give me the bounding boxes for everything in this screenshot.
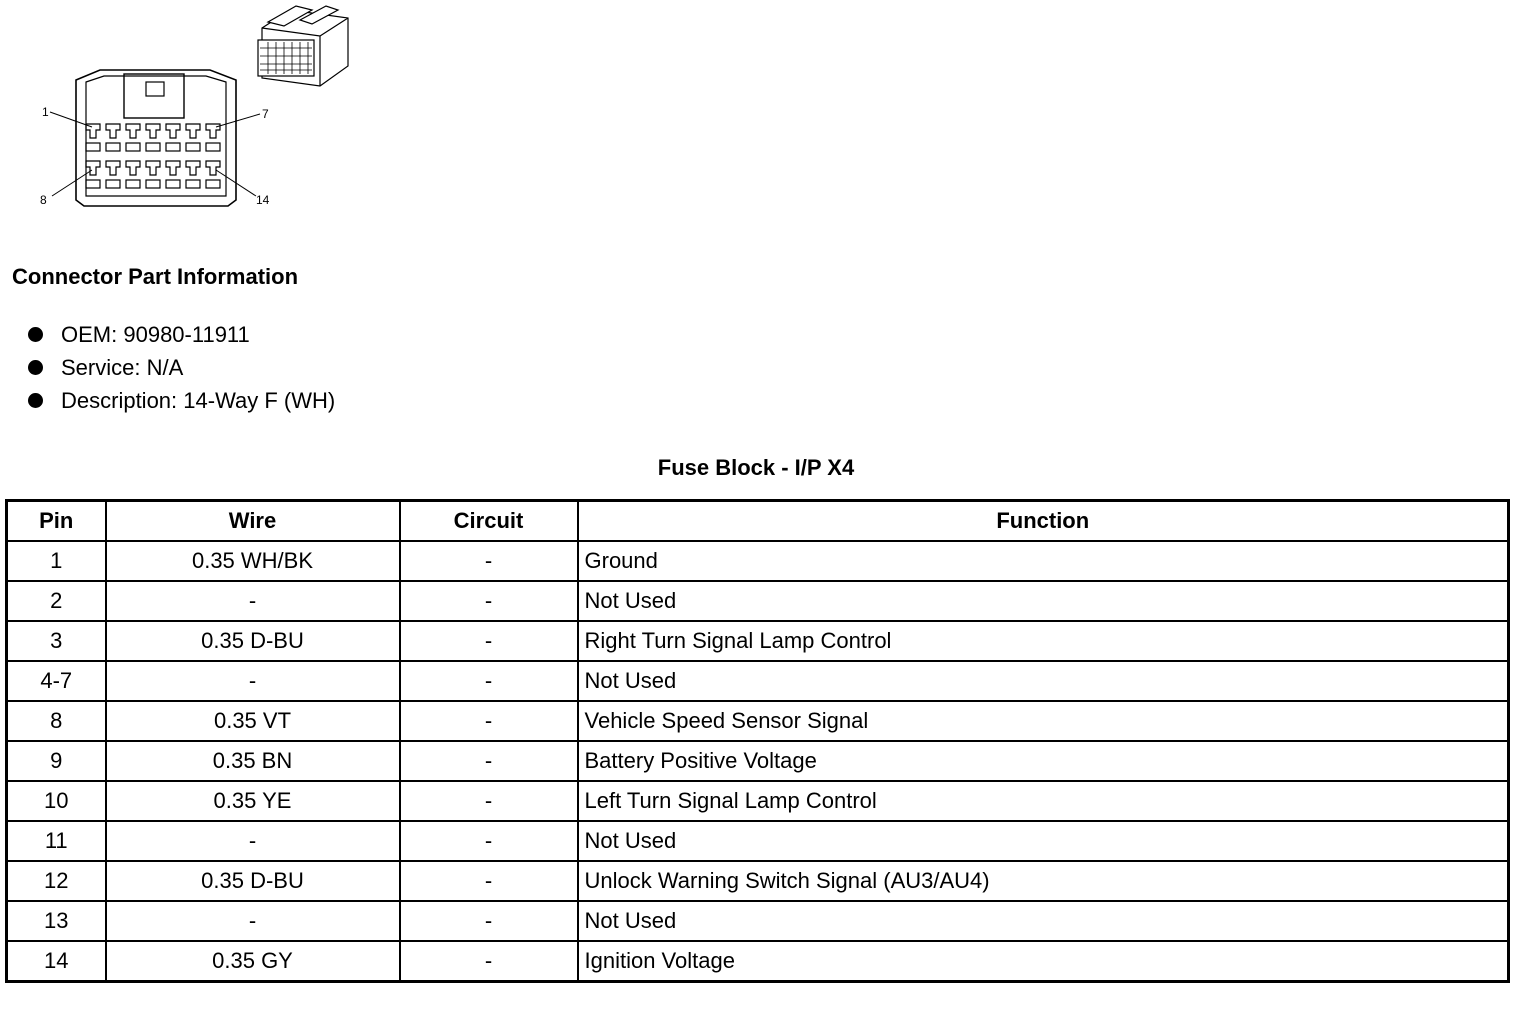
cell-function: Left Turn Signal Lamp Control [578, 781, 1509, 821]
table-row [7, 581, 1509, 621]
cell-function: Battery Positive Voltage [578, 741, 1509, 781]
pin-label-1: 1 [42, 105, 49, 119]
cell-pin: 3 [7, 621, 106, 661]
cell-circuit: - [400, 621, 578, 661]
cell-function: Vehicle Speed Sensor Signal [578, 701, 1509, 741]
cell-wire: - [106, 581, 400, 621]
cell-wire: 0.35 GY [106, 941, 400, 982]
table-row [7, 621, 1509, 661]
cell-circuit: - [400, 821, 578, 861]
cell-wire: 0.35 YE [106, 781, 400, 821]
part-info-title: Connector Part Information [12, 264, 299, 289]
cell-function: Ground [578, 541, 1509, 581]
description-value: 14-Way F (WH) [183, 388, 336, 413]
cell-wire: 0.35 VT [106, 701, 400, 741]
table-title: Fuse Block - I/P X4 [657, 455, 855, 480]
cell-pin: 1 [7, 541, 106, 581]
pinout-table [5, 499, 1510, 983]
table-row [7, 941, 1509, 982]
part-info-oem [28, 318, 335, 351]
cell-wire: 0.35 WH/BK [106, 541, 400, 581]
header-pin: Pin [7, 501, 106, 542]
cell-wire: 0.35 BN [106, 741, 400, 781]
cell-function: Ignition Voltage [578, 941, 1509, 982]
terminal-row-top [86, 124, 220, 151]
service-label: Service: [61, 355, 141, 380]
cell-pin: 2 [7, 581, 106, 621]
table-row [7, 661, 1509, 701]
table-row [7, 701, 1509, 741]
header-wire: Wire [106, 501, 400, 542]
cell-pin: 4-7 [7, 661, 106, 701]
cell-wire: 0.35 D-BU [106, 861, 400, 901]
cell-pin: 13 [7, 901, 106, 941]
cell-function: Not Used [578, 661, 1509, 701]
pin-label-7: 7 [262, 107, 269, 121]
table-row [7, 781, 1509, 821]
table-row [7, 541, 1509, 581]
table-row [7, 861, 1509, 901]
cell-circuit: - [400, 701, 578, 741]
cell-circuit: - [400, 581, 578, 621]
pin-label-14: 14 [256, 193, 270, 207]
cell-circuit: - [400, 781, 578, 821]
cell-function: Right Turn Signal Lamp Control [578, 621, 1509, 661]
bullet-icon [28, 393, 43, 408]
cell-function: Not Used [578, 901, 1509, 941]
cell-pin: 11 [7, 821, 106, 861]
cell-pin: 12 [7, 861, 106, 901]
table-row [7, 821, 1509, 861]
table-row [7, 901, 1509, 941]
cell-circuit: - [400, 941, 578, 982]
cell-wire: - [106, 901, 400, 941]
description-label: Description: [61, 388, 178, 413]
cell-circuit: - [400, 541, 578, 581]
header-circuit: Circuit [400, 501, 578, 542]
cell-pin: 9 [7, 741, 106, 781]
cell-pin: 8 [7, 701, 106, 741]
cell-circuit: - [400, 661, 578, 701]
cell-wire: 0.35 D-BU [106, 621, 400, 661]
cell-function: Not Used [578, 821, 1509, 861]
bullet-icon [28, 327, 43, 342]
part-info-list [28, 318, 335, 417]
cell-function: Unlock Warning Switch Signal (AU3/AU4) [578, 861, 1509, 901]
cell-function: Not Used [578, 581, 1509, 621]
oem-label: OEM: [61, 322, 118, 347]
cell-wire: - [106, 661, 400, 701]
part-info-service [28, 351, 335, 384]
cell-circuit: - [400, 741, 578, 781]
cell-pin: 14 [7, 941, 106, 982]
header-function: Function [578, 501, 1509, 542]
cell-circuit: - [400, 901, 578, 941]
oem-value: 90980-11911 [123, 322, 250, 347]
part-info-description [28, 384, 335, 417]
connector-diagram [0, 0, 380, 220]
pin-label-8: 8 [40, 193, 47, 207]
connector-3d-thumbnail [258, 6, 348, 86]
bullet-icon [28, 360, 43, 375]
table-header-row [7, 501, 1509, 542]
table-row [7, 741, 1509, 781]
cell-pin: 10 [7, 781, 106, 821]
terminal-row-bottom [86, 161, 220, 188]
service-value: N/A [146, 355, 184, 380]
cell-circuit: - [400, 861, 578, 901]
cell-wire: - [106, 821, 400, 861]
